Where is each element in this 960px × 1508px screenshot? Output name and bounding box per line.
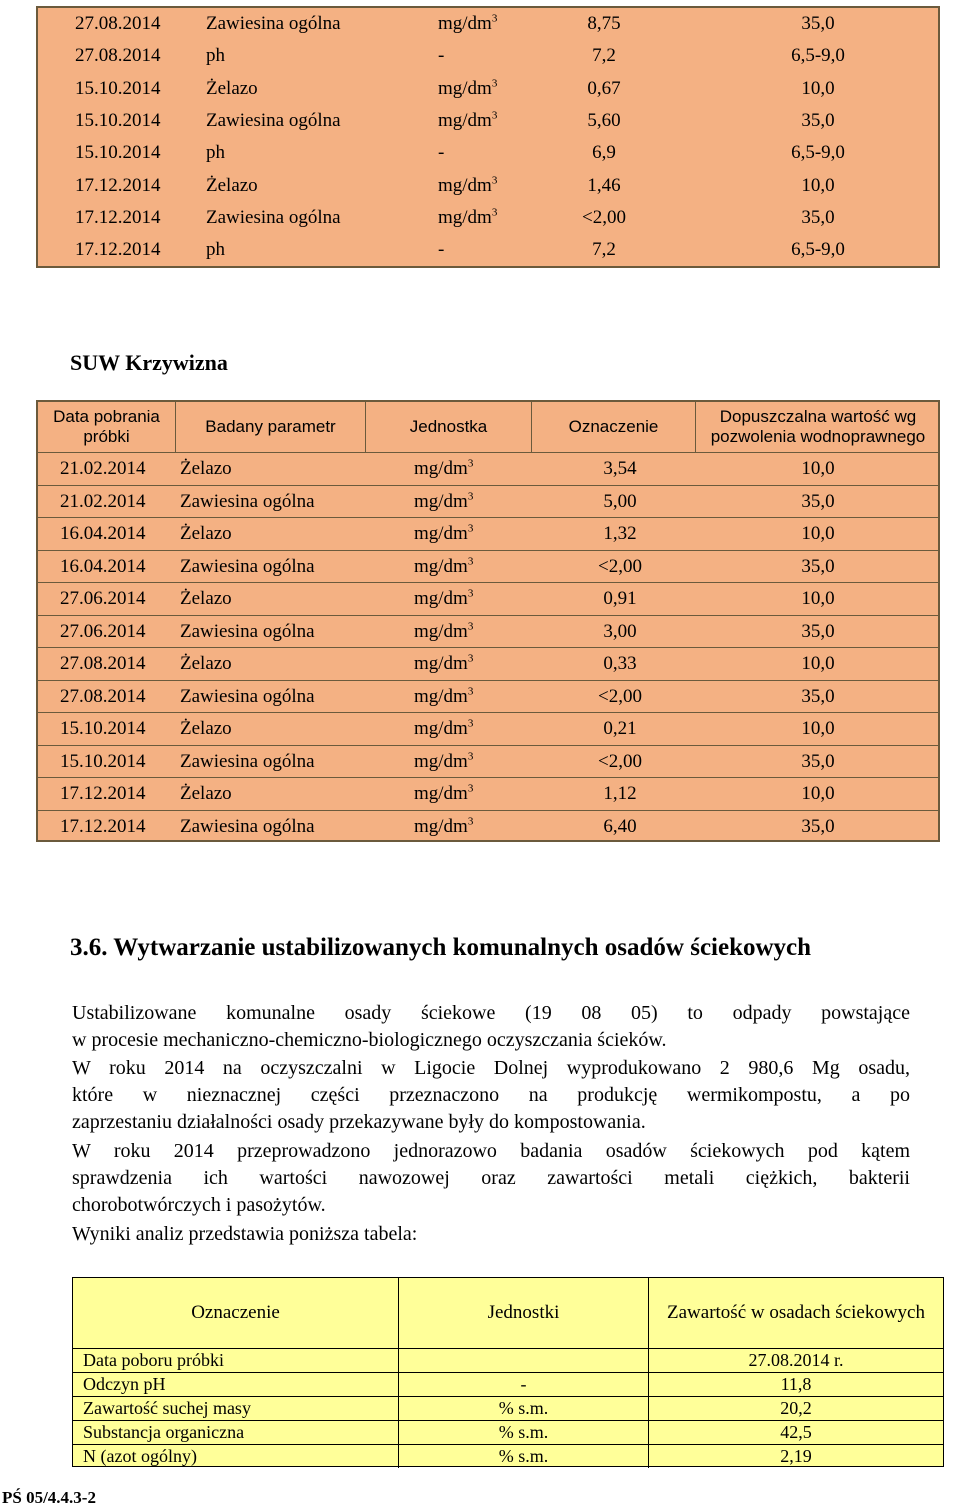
cell-content: 42,5 xyxy=(780,1422,812,1442)
unit-text: mg/dm xyxy=(438,174,492,196)
cell-parameter: Żelazo xyxy=(206,174,258,196)
section-title-suw-krzywizna: SUW Krzywizna xyxy=(70,350,228,375)
table-row xyxy=(38,234,938,267)
table-row xyxy=(38,137,938,170)
cell-limit: 35,0 xyxy=(801,620,835,642)
cell-date: 17.12.2014 xyxy=(75,239,161,261)
cell-limit: 10,0 xyxy=(801,77,835,99)
table-row xyxy=(73,1444,943,1468)
table-row xyxy=(38,680,938,713)
header-parameter: Badany parametr xyxy=(176,402,366,452)
cell-date: 27.06.2014 xyxy=(60,588,146,609)
cell-designation: N (azot ogólny) xyxy=(73,1445,399,1468)
cell-limit: 35,0 xyxy=(801,750,835,772)
cell-value: 7,2 xyxy=(592,45,616,67)
table-row xyxy=(38,202,938,235)
cell-parameter: Żelazo xyxy=(180,588,232,609)
cell-parameter: Zawiesina ogólna xyxy=(206,109,341,131)
cell-value: <2,00 xyxy=(598,555,642,577)
table-row xyxy=(38,582,938,615)
unit-exponent: 3 xyxy=(467,685,474,698)
paragraph-line: w procesie mechaniczno-chemiczno-biologicznego oczyszczania ścieków. xyxy=(72,1029,667,1051)
table-row xyxy=(38,170,938,203)
unit-text: mg/dm xyxy=(414,750,468,772)
cell-date: 21.02.2014 xyxy=(60,490,146,512)
cell-units: % s.m. xyxy=(399,1421,649,1444)
unit-text: mg/dm xyxy=(414,815,468,837)
unit-text: mg/dm xyxy=(414,523,468,544)
cell-limit: 35,0 xyxy=(801,13,835,34)
unit-text: mg/dm xyxy=(438,77,492,99)
table-suw-krzywizna xyxy=(36,400,940,842)
cell-value: 8,75 xyxy=(587,13,621,34)
table-row xyxy=(38,517,938,550)
header-limit: Dopuszczalna wartość wg pozwolenia wodnoprawnego xyxy=(710,407,926,446)
cell-unit xyxy=(438,73,497,106)
cell-date: 15.10.2014 xyxy=(60,750,146,772)
unit-text: - xyxy=(438,45,445,67)
cell-date: 21.02.2014 xyxy=(60,458,146,479)
cell-date: 27.08.2014 xyxy=(75,13,161,34)
cell-unit xyxy=(414,811,473,844)
cell-value: <2,00 xyxy=(582,206,626,228)
table-row xyxy=(38,452,938,485)
table-header xyxy=(38,402,938,452)
cell-parameter: Żelazo xyxy=(180,458,232,479)
unit-text: mg/dm xyxy=(414,490,468,512)
table-row xyxy=(73,1348,943,1372)
footer-code: PŚ 05/4.4.3-2 xyxy=(2,1488,96,1507)
table-row xyxy=(38,745,938,778)
table-row xyxy=(38,40,938,73)
cell-limit: 35,0 xyxy=(801,109,835,131)
cell-unit xyxy=(438,8,497,41)
unit-exponent: 3 xyxy=(467,750,474,763)
cell-date: 27.08.2014 xyxy=(75,45,161,67)
unit-exponent: 3 xyxy=(491,109,498,122)
cell-value: 7,2 xyxy=(592,239,616,261)
table-row xyxy=(38,777,938,810)
cell-content: 27.08.2014 r. xyxy=(748,1350,844,1370)
paragraph-line: W roku 2014 przeprowadzono jednorazowo badania osadów ściekowych pod kątem xyxy=(72,1140,910,1162)
cell-date: 16.04.2014 xyxy=(60,523,146,544)
cell-value: 1,12 xyxy=(603,783,637,804)
cell-parameter: Zawiesina ogólna xyxy=(180,685,315,707)
header-units: Jednostki xyxy=(399,1278,649,1348)
table-row xyxy=(38,550,938,583)
table-row xyxy=(38,73,938,106)
unit-text: mg/dm xyxy=(414,718,468,739)
cell-content: 2,19 xyxy=(780,1446,812,1466)
unit-exponent: 3 xyxy=(467,815,474,828)
cell-parameter: ph xyxy=(206,45,225,67)
cell-date: 15.10.2014 xyxy=(60,718,146,739)
table-row xyxy=(38,8,938,41)
cell-parameter: Żelazo xyxy=(180,783,232,804)
cell-unit xyxy=(438,105,497,138)
cell-unit xyxy=(414,746,473,779)
table-row xyxy=(38,810,938,843)
unit-text: mg/dm xyxy=(414,620,468,642)
table-row xyxy=(73,1396,943,1420)
cell-unit xyxy=(438,40,444,73)
cell-parameter: ph xyxy=(206,142,225,164)
cell-value: 3,54 xyxy=(603,458,637,479)
unit-text: mg/dm xyxy=(414,458,468,479)
unit-text: - xyxy=(438,239,445,261)
cell-limit: 35,0 xyxy=(801,555,835,577)
header-date: Data pobrania próbki xyxy=(38,402,176,452)
table-row xyxy=(38,105,938,138)
cell-limit: 35,0 xyxy=(801,815,835,837)
table-row xyxy=(38,712,938,745)
header-designation: Oznaczenie xyxy=(73,1278,399,1348)
unit-text: mg/dm xyxy=(438,109,492,131)
cell-parameter: ph xyxy=(206,239,225,261)
cell-units: - xyxy=(399,1373,649,1396)
paragraph-2 xyxy=(72,1055,910,1136)
unit-text: mg/dm xyxy=(414,783,468,804)
cell-parameter: Zawiesina ogólna xyxy=(206,13,341,34)
unit-text: - xyxy=(438,142,445,164)
cell-parameter: Zawiesina ogólna xyxy=(206,206,341,228)
cell-limit: 6,5-9,0 xyxy=(791,239,845,261)
table-row xyxy=(73,1420,943,1444)
paragraph-line: Wyniki analiz przedstawia poniższa tabela: xyxy=(72,1223,418,1245)
header-unit: Jednostka xyxy=(366,402,532,452)
cell-value: 6,40 xyxy=(603,815,637,837)
cell-parameter: Żelazo xyxy=(180,653,232,674)
cell-unit xyxy=(414,681,473,714)
cell-value: 1,32 xyxy=(603,523,637,544)
unit-exponent: 3 xyxy=(491,12,498,25)
cell-date: 27.08.2014 xyxy=(60,685,146,707)
cell-date: 15.10.2014 xyxy=(75,109,161,131)
unit-exponent: 3 xyxy=(491,77,498,90)
unit-exponent: 3 xyxy=(467,555,474,568)
cell-limit: 10,0 xyxy=(801,523,835,544)
unit-text: mg/dm xyxy=(414,555,468,577)
cell-value: 3,00 xyxy=(603,620,637,642)
table-row xyxy=(38,647,938,680)
unit-exponent: 3 xyxy=(467,782,474,795)
cell-units: % s.m. xyxy=(399,1397,649,1420)
paragraph-line: sprawdzenia ich wartości nawozowej oraz zawartości metali ciężkich, bakterii xyxy=(72,1167,910,1189)
cell-date: 15.10.2014 xyxy=(75,142,161,164)
unit-text: mg/dm xyxy=(438,206,492,228)
table-row xyxy=(38,485,938,518)
unit-text: mg/dm xyxy=(438,13,492,34)
cell-limit: 35,0 xyxy=(801,685,835,707)
paragraph-line: chorobotwórczych i pasożytów. xyxy=(72,1194,326,1216)
cell-parameter: Żelazo xyxy=(180,523,232,544)
cell-unit xyxy=(414,486,473,519)
unit-exponent: 3 xyxy=(467,717,474,730)
cell-value: 1,46 xyxy=(587,174,621,196)
cell-date: 15.10.2014 xyxy=(75,77,161,99)
header-content: Zawartość w osadach ściekowych xyxy=(667,1302,925,1323)
cell-unit xyxy=(414,616,473,649)
cell-date: 17.12.2014 xyxy=(75,174,161,196)
paragraph-line: zaprzestaniu działalności osady przekazywane były do kompostowania. xyxy=(72,1111,646,1133)
header-value: Oznaczenie xyxy=(532,402,696,452)
cell-date: 17.12.2014 xyxy=(60,783,146,804)
cell-designation: Substancja organiczna xyxy=(73,1421,399,1444)
cell-parameter: Zawiesina ogólna xyxy=(180,555,315,577)
cell-parameter: Żelazo xyxy=(180,718,232,739)
paragraph-line: Ustabilizowane komunalne osady ściekowe (19 08 05) to odpady powstające xyxy=(72,1002,910,1024)
cell-unit xyxy=(414,713,473,746)
cell-unit xyxy=(414,518,473,551)
unit-exponent: 3 xyxy=(491,206,498,219)
cell-designation: Zawartość suchej masy xyxy=(73,1397,399,1420)
cell-limit: 10,0 xyxy=(801,653,835,674)
cell-unit xyxy=(414,583,473,616)
cell-unit xyxy=(438,170,497,203)
cell-value: 5,00 xyxy=(603,490,637,512)
cell-value: 0,21 xyxy=(603,718,637,739)
cell-date: 17.12.2014 xyxy=(60,815,146,837)
unit-exponent: 3 xyxy=(467,587,474,600)
cell-value: 0,91 xyxy=(603,588,637,609)
cell-parameter: Zawiesina ogólna xyxy=(180,490,315,512)
cell-designation: Odczyn pH xyxy=(73,1373,399,1396)
unit-exponent: 3 xyxy=(467,620,474,633)
cell-value: 0,67 xyxy=(587,77,621,99)
table-water-quality-continued xyxy=(36,6,940,268)
unit-exponent: 3 xyxy=(467,457,474,470)
cell-value: <2,00 xyxy=(598,685,642,707)
cell-parameter: Zawiesina ogólna xyxy=(180,620,315,642)
cell-unit xyxy=(438,234,444,267)
cell-limit: 6,5-9,0 xyxy=(791,45,845,67)
unit-exponent: 3 xyxy=(467,522,474,535)
unit-text: mg/dm xyxy=(414,653,468,674)
cell-units: % s.m. xyxy=(399,1445,649,1468)
cell-value: 5,60 xyxy=(587,109,621,131)
cell-limit: 35,0 xyxy=(801,490,835,512)
unit-text: mg/dm xyxy=(414,588,468,609)
cell-limit: 10,0 xyxy=(801,783,835,804)
cell-date: 27.06.2014 xyxy=(60,620,146,642)
table-header xyxy=(73,1278,943,1348)
cell-value: 6,9 xyxy=(592,142,616,164)
cell-unit xyxy=(414,453,473,486)
table-sludge-analysis xyxy=(72,1277,944,1467)
cell-value: <2,00 xyxy=(598,750,642,772)
unit-exponent: 3 xyxy=(491,174,498,187)
cell-limit: 10,0 xyxy=(801,458,835,479)
cell-unit xyxy=(414,778,473,811)
section-heading-3-6: 3.6. Wytwarzanie ustabilizowanych komunalnych osadów ściekowych xyxy=(70,934,812,961)
paragraph-1 xyxy=(72,1000,910,1054)
paragraph-line: W roku 2014 na oczyszczalni w Ligocie Dolnej wyprodukowano 2 980,6 Mg osadu, xyxy=(72,1057,910,1079)
paragraph-4 xyxy=(72,1221,910,1248)
table-row xyxy=(73,1372,943,1396)
cell-designation: Data poboru próbki xyxy=(73,1349,399,1372)
cell-units xyxy=(399,1349,649,1372)
cell-unit xyxy=(414,551,473,584)
cell-date: 17.12.2014 xyxy=(75,206,161,228)
unit-exponent: 3 xyxy=(467,490,474,503)
cell-content: 11,8 xyxy=(780,1374,812,1394)
cell-limit: 6,5-9,0 xyxy=(791,142,845,164)
paragraph-line: które w nieznacznej części przeznaczono na produkcję wermikompostu, a po xyxy=(72,1084,910,1106)
cell-unit xyxy=(438,202,497,235)
cell-limit: 10,0 xyxy=(801,718,835,739)
unit-exponent: 3 xyxy=(467,652,474,665)
cell-date: 16.04.2014 xyxy=(60,555,146,577)
cell-limit: 10,0 xyxy=(801,588,835,609)
cell-content: 20,2 xyxy=(780,1398,812,1418)
unit-text: mg/dm xyxy=(414,685,468,707)
cell-unit xyxy=(414,648,473,681)
cell-date: 27.08.2014 xyxy=(60,653,146,674)
paragraph-3 xyxy=(72,1138,910,1219)
cell-parameter: Żelazo xyxy=(206,77,258,99)
cell-value: 0,33 xyxy=(603,653,637,674)
cell-parameter: Zawiesina ogólna xyxy=(180,750,315,772)
cell-limit: 35,0 xyxy=(801,206,835,228)
cell-limit: 10,0 xyxy=(801,174,835,196)
cell-parameter: Zawiesina ogólna xyxy=(180,815,315,837)
cell-unit xyxy=(438,137,444,170)
table-row xyxy=(38,615,938,648)
